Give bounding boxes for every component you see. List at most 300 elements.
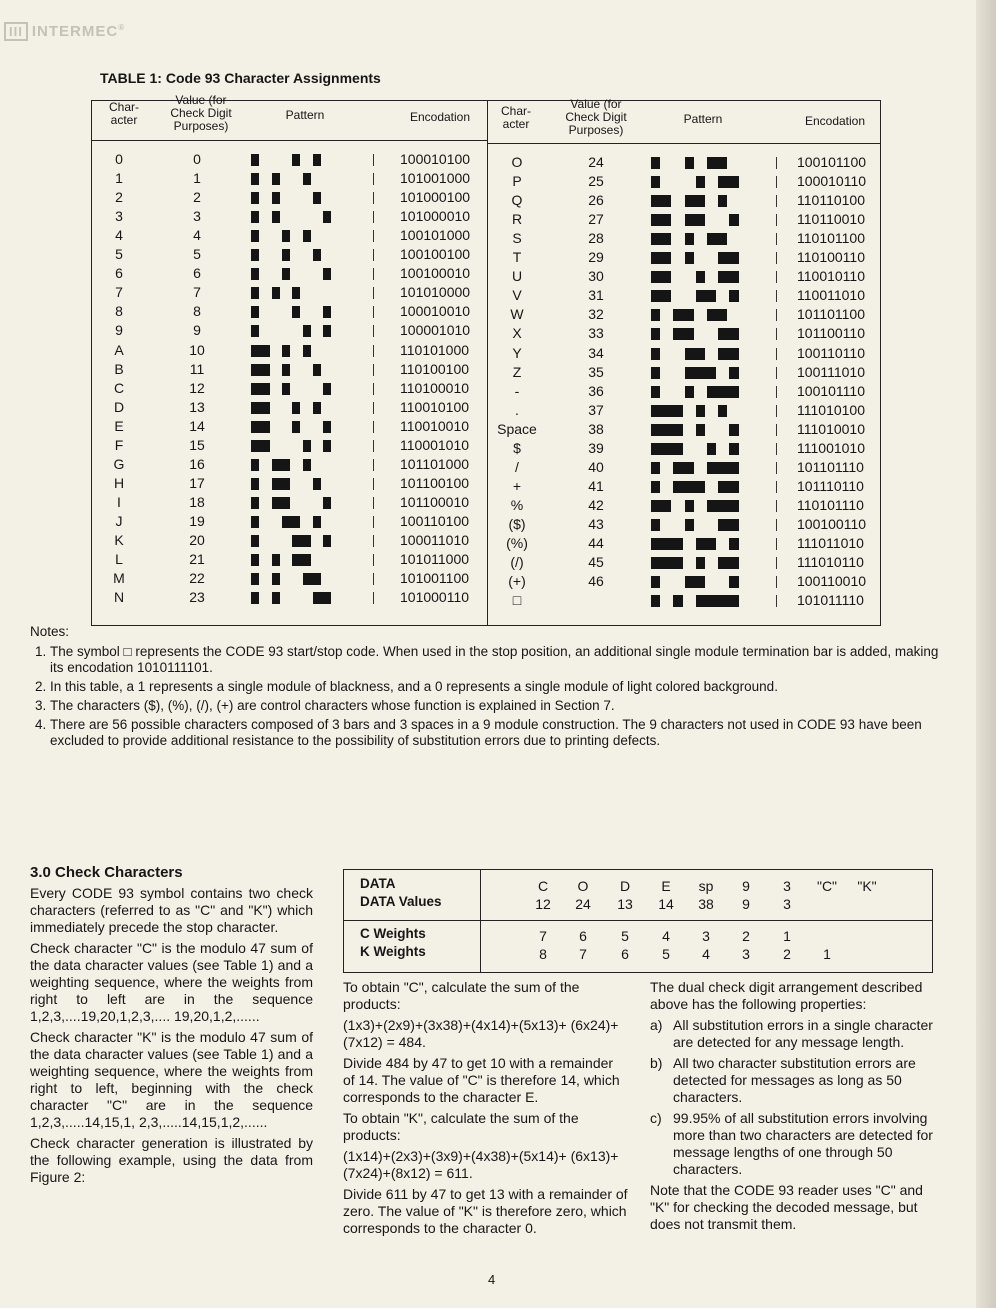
table-pattern bbox=[651, 538, 752, 550]
pattern-bar bbox=[685, 367, 717, 379]
table-encodation: 110011010 bbox=[797, 287, 865, 304]
table-value: 23 bbox=[189, 589, 205, 606]
calc-data-value: "C" bbox=[816, 878, 838, 894]
pattern-bar bbox=[303, 459, 311, 471]
pattern-bar bbox=[651, 176, 660, 188]
table-value: 40 bbox=[588, 458, 604, 475]
table-pattern bbox=[651, 328, 752, 340]
pattern-bar bbox=[303, 173, 311, 185]
table-character: B bbox=[114, 360, 124, 377]
pattern-bar bbox=[272, 573, 280, 585]
table-value: 31 bbox=[588, 287, 604, 304]
calc-c-weights-value: 7 bbox=[539, 928, 547, 944]
pattern-bar bbox=[323, 211, 331, 223]
table-character: T bbox=[512, 249, 522, 266]
table-pattern bbox=[251, 192, 344, 204]
table-pattern bbox=[251, 402, 344, 414]
table-value: 0 bbox=[193, 151, 201, 167]
table-encodation: 100110110 bbox=[797, 344, 865, 361]
pattern-bar bbox=[651, 157, 660, 169]
table-character: H bbox=[113, 474, 125, 491]
pattern-bar bbox=[251, 325, 259, 337]
pattern-tick bbox=[373, 592, 374, 604]
intermec-logo bbox=[4, 22, 125, 41]
calc-k-weights-value: 4 bbox=[702, 946, 710, 962]
pattern-tick bbox=[373, 192, 374, 204]
paragraph: Divide 484 by 47 to get 10 with a remainder of 14. The value of "C" is therefore 14, which corresponds to the character E. bbox=[343, 1055, 620, 1105]
pattern-bar bbox=[685, 195, 705, 207]
paragraph: To obtain "K", calculate the sum of the products: bbox=[343, 1110, 579, 1143]
pattern-bar bbox=[251, 306, 259, 318]
pattern-bar bbox=[303, 573, 322, 585]
pattern-bar bbox=[696, 557, 705, 569]
table-encodation: 101000100 bbox=[400, 189, 471, 206]
table-character: 8 bbox=[115, 303, 123, 320]
table-value: 15 bbox=[189, 436, 205, 453]
pattern-bar bbox=[251, 459, 259, 471]
paragraph: (1x14)+(2x3)+(3x9)+(4x38)+(5x14)+ (6x13)+(7x24)+(8x12) = 611. bbox=[343, 1148, 619, 1181]
table-character: N bbox=[113, 589, 125, 606]
pattern-bar bbox=[651, 519, 660, 531]
calc-data-value: O bbox=[577, 878, 589, 894]
table-encodation: 111011010 bbox=[797, 535, 864, 551]
paragraph: Divide 611 by 47 to get 13 with a remainder of zero. The value of "K" is therefore zero, which corresponds to the character 0. bbox=[343, 1186, 628, 1236]
label-data-values: DATA Values bbox=[360, 894, 442, 909]
note-item: 4. There are 56 possible characters composed of 3 bars and 3 spaces in a 9 module construction. The 9 characters not used in CODE 93 have been excluded to provide additional resistance to the possibility of substitution errors due to printing defects. bbox=[50, 717, 940, 749]
pattern-bar bbox=[251, 364, 270, 376]
table-encodation: 111010100 bbox=[797, 401, 865, 418]
pattern-bar bbox=[272, 287, 280, 299]
pattern-bar bbox=[251, 402, 270, 414]
table-encodation: 100011010 bbox=[400, 532, 470, 548]
table-value: 11 bbox=[189, 360, 205, 377]
pattern-tick bbox=[373, 535, 374, 547]
table-character: Z bbox=[512, 363, 522, 380]
table-pattern bbox=[651, 271, 752, 283]
calculation-text bbox=[343, 979, 628, 1241]
table-character: 6 bbox=[115, 265, 123, 282]
table-value: 37 bbox=[588, 401, 604, 418]
properties-text bbox=[650, 979, 935, 1237]
pattern-tick bbox=[776, 462, 777, 474]
pattern-tick bbox=[776, 519, 777, 531]
table-encodation: 100101100 bbox=[797, 154, 867, 170]
table-encodation: 111010110 bbox=[797, 554, 864, 571]
pattern-bar bbox=[313, 478, 321, 490]
pattern-bar bbox=[272, 478, 291, 490]
table-value: 17 bbox=[189, 474, 205, 491]
header-pattern: Pattern bbox=[285, 108, 325, 122]
table-pattern bbox=[251, 573, 344, 585]
table-value: 20 bbox=[189, 532, 205, 548]
pattern-tick bbox=[373, 478, 374, 490]
pattern-bar bbox=[707, 309, 727, 321]
table-character: (/) bbox=[510, 554, 524, 571]
pattern-bar bbox=[282, 364, 290, 376]
pattern-bar bbox=[651, 309, 660, 321]
calc-data-value: 9 bbox=[742, 878, 750, 894]
table-encodation: 101100100 bbox=[400, 474, 470, 491]
pattern-bar bbox=[282, 345, 290, 357]
table-encodation: 100001010 bbox=[400, 322, 471, 339]
table-character: $ bbox=[513, 439, 521, 456]
pattern-tick bbox=[373, 287, 374, 299]
table-character: C bbox=[113, 379, 125, 396]
calc-table-divider bbox=[480, 869, 481, 973]
table-character: Q bbox=[511, 192, 523, 209]
table-pattern bbox=[651, 519, 752, 531]
pattern-bar bbox=[323, 497, 331, 509]
pattern-bar bbox=[696, 538, 716, 550]
notes-title: Notes: bbox=[30, 624, 70, 639]
pattern-tick bbox=[776, 233, 777, 245]
calc-data-value: D bbox=[619, 878, 631, 894]
pattern-bar bbox=[651, 386, 660, 398]
table-encodation: 110101100 bbox=[797, 230, 865, 247]
item-marker: b) bbox=[650, 1055, 663, 1071]
pattern-bar bbox=[696, 405, 705, 417]
table-pattern bbox=[251, 592, 344, 604]
pattern-bar bbox=[323, 325, 331, 337]
label-c-weights: C Weights bbox=[360, 926, 426, 941]
pattern-bar bbox=[696, 176, 705, 188]
table-character: / bbox=[515, 458, 519, 475]
pattern-bar bbox=[685, 157, 694, 169]
property-item bbox=[650, 1017, 935, 1051]
table-encodation: 110010010 bbox=[400, 417, 470, 434]
calc-k-weights-value: 2 bbox=[783, 946, 791, 962]
table-value: 25 bbox=[588, 173, 604, 190]
calc-k-weights-value: 7 bbox=[579, 946, 587, 962]
pattern-tick bbox=[776, 290, 777, 302]
pattern-tick bbox=[373, 249, 374, 261]
table-pattern bbox=[251, 154, 344, 166]
pattern-tick bbox=[373, 173, 374, 185]
section-heading: 3.0 Check Characters bbox=[30, 864, 183, 881]
table-encodation: 110110100 bbox=[797, 192, 865, 209]
table-pattern bbox=[251, 554, 344, 566]
table-encodation: 101000110 bbox=[400, 589, 470, 606]
pattern-tick bbox=[776, 157, 777, 169]
pattern-tick bbox=[776, 252, 777, 264]
table-value: 30 bbox=[588, 268, 604, 285]
pattern-tick bbox=[776, 576, 777, 588]
table-pattern bbox=[251, 516, 344, 528]
table-value: 7 bbox=[193, 284, 201, 301]
table-encodation: 110100110 bbox=[797, 249, 865, 266]
table-character: □ bbox=[512, 592, 522, 609]
paragraph: Every CODE 93 symbol contains two check characters (referred to as "C" and "K") which immediately precede the stop character. bbox=[30, 885, 313, 935]
table-encodation: 101101110 bbox=[797, 458, 864, 475]
note-item: 3. The characters ($), (%), (/), (+) are control characters whose function is explained in Section 7. bbox=[50, 698, 940, 714]
pattern-bar bbox=[707, 386, 739, 398]
table-pattern bbox=[251, 421, 344, 433]
table-pattern bbox=[651, 176, 752, 188]
pattern-bar bbox=[685, 576, 705, 588]
table-character: K bbox=[114, 532, 124, 548]
table-character: - bbox=[514, 382, 520, 399]
pattern-bar bbox=[282, 516, 301, 528]
item-marker: a) bbox=[650, 1017, 663, 1033]
pattern-bar bbox=[651, 538, 683, 550]
notes-list bbox=[30, 644, 940, 749]
paragraph: Note that the CODE 93 reader uses "C" and "K" for checking the decoded message, but does not transmit them. bbox=[650, 1182, 923, 1232]
pattern-bar bbox=[651, 271, 671, 283]
table-value: 5 bbox=[193, 246, 201, 263]
pattern-bar bbox=[272, 497, 291, 509]
table-encodation: 111010010 bbox=[797, 420, 865, 437]
pattern-bar bbox=[251, 287, 259, 299]
table-pattern bbox=[651, 576, 752, 588]
pattern-bar bbox=[251, 592, 259, 604]
table-value: 13 bbox=[189, 398, 205, 415]
pattern-tick bbox=[373, 421, 374, 433]
table-value: 27 bbox=[588, 211, 604, 228]
pattern-bar bbox=[251, 535, 259, 547]
calc-c-weights-value: 6 bbox=[579, 928, 587, 944]
table-value: 45 bbox=[588, 554, 604, 571]
pattern-bar bbox=[707, 233, 727, 245]
pattern-bar bbox=[313, 516, 321, 528]
pattern-bar bbox=[673, 328, 693, 340]
table-character: Space bbox=[497, 420, 537, 437]
table-encodation: 101100010 bbox=[400, 493, 470, 510]
table-value: 22 bbox=[189, 570, 205, 587]
header-value: Value (for Check Digit Purposes) bbox=[170, 93, 232, 133]
pattern-tick bbox=[373, 211, 374, 223]
pattern-tick bbox=[373, 154, 374, 166]
table-character: . bbox=[515, 401, 519, 418]
table-value: 36 bbox=[588, 382, 604, 399]
paragraph: To obtain "C", calculate the sum of the products: bbox=[343, 979, 580, 1012]
pattern-bar bbox=[685, 214, 705, 226]
pattern-bar bbox=[251, 516, 259, 528]
pattern-bar bbox=[651, 500, 671, 512]
pattern-tick bbox=[776, 195, 777, 207]
header-pattern: Pattern bbox=[683, 112, 723, 126]
pattern-bar bbox=[696, 290, 716, 302]
table-encodation: 110101110 bbox=[797, 496, 864, 513]
header-character: Char- acter bbox=[108, 100, 139, 127]
table-character: 0 bbox=[115, 151, 123, 167]
table-character: 7 bbox=[115, 284, 123, 301]
pattern-bar bbox=[696, 424, 705, 436]
pattern-bar bbox=[651, 348, 660, 360]
pattern-bar bbox=[251, 154, 259, 166]
table-pattern bbox=[651, 386, 752, 398]
pattern-bar bbox=[718, 519, 738, 531]
table-value: 34 bbox=[588, 344, 604, 361]
pattern-bar bbox=[292, 554, 311, 566]
pattern-bar bbox=[651, 405, 683, 417]
table-encodation: 101011110 bbox=[797, 592, 864, 609]
pattern-bar bbox=[729, 290, 738, 302]
properties-list bbox=[650, 1017, 935, 1178]
table-pattern bbox=[651, 214, 752, 226]
pattern-bar bbox=[685, 500, 694, 512]
pattern-bar bbox=[729, 538, 738, 550]
pattern-bar bbox=[651, 214, 671, 226]
pattern-tick bbox=[776, 405, 777, 417]
table-character: O bbox=[511, 154, 523, 170]
table-pattern bbox=[651, 595, 752, 607]
pattern-bar bbox=[272, 173, 280, 185]
table-value: 16 bbox=[189, 455, 205, 472]
pattern-bar bbox=[251, 383, 270, 395]
table-value: 3 bbox=[193, 208, 201, 225]
table-pattern bbox=[251, 287, 344, 299]
pattern-tick bbox=[373, 364, 374, 376]
table-encodation: 110010110 bbox=[797, 268, 865, 285]
table-value: 46 bbox=[588, 573, 604, 590]
table-character: F bbox=[114, 436, 124, 453]
table-character: U bbox=[511, 268, 523, 285]
table-encodation: 111001010 bbox=[797, 439, 865, 456]
pattern-bar bbox=[292, 287, 300, 299]
pattern-bar bbox=[292, 154, 300, 166]
table-title: TABLE 1: Code 93 Character Assignments bbox=[100, 70, 381, 86]
table-encodation: 101001000 bbox=[400, 170, 471, 187]
pattern-bar bbox=[673, 481, 705, 493]
pattern-bar bbox=[251, 573, 259, 585]
pattern-bar bbox=[313, 364, 321, 376]
calc-data-value: E bbox=[661, 878, 671, 894]
table-encodation: 100100010 bbox=[400, 265, 471, 282]
table-pattern bbox=[651, 500, 752, 512]
table-pattern bbox=[251, 230, 344, 242]
table-pattern bbox=[251, 478, 344, 490]
pattern-bar bbox=[651, 290, 671, 302]
table-value: 19 bbox=[189, 512, 205, 529]
pattern-bar bbox=[718, 328, 738, 340]
table-pattern bbox=[251, 249, 344, 261]
table-value: 28 bbox=[588, 230, 604, 247]
table-pattern bbox=[251, 211, 344, 223]
pattern-tick bbox=[776, 328, 777, 340]
pattern-bar bbox=[707, 500, 739, 512]
table-pattern bbox=[651, 252, 752, 264]
pattern-bar bbox=[729, 367, 738, 379]
table-encodation: 101010000 bbox=[400, 284, 471, 301]
table-encodation: 101011000 bbox=[400, 551, 470, 568]
pattern-bar bbox=[251, 173, 259, 185]
pattern-bar bbox=[718, 271, 738, 283]
pattern-bar bbox=[251, 230, 259, 242]
table-encodation: 100010110 bbox=[797, 173, 867, 190]
logo-badge: III bbox=[4, 22, 28, 41]
table-pattern bbox=[651, 290, 752, 302]
table-character: 9 bbox=[115, 322, 123, 339]
table-value: 35 bbox=[588, 363, 604, 380]
paragraph: Check character "K" is the modulo 47 sum of the data character values (see Table 1) and a weighting sequence, where the weights from right to left, beginning with the check character "C" are in the sequence 1,2,3,.....14,15,1, 2,3,.....14,15,1,2,...... bbox=[30, 1029, 313, 1130]
pattern-bar bbox=[282, 383, 290, 395]
table-encodation: 100101110 bbox=[797, 382, 865, 399]
table-value: 38 bbox=[588, 420, 604, 437]
pattern-tick bbox=[373, 325, 374, 337]
pattern-bar bbox=[718, 405, 727, 417]
calc-c-weights-value: 5 bbox=[621, 928, 629, 944]
table-pattern bbox=[251, 497, 344, 509]
calc-k-weights-value: 8 bbox=[539, 946, 547, 962]
item-text: All substitution errors in a single character are detected for any message length. bbox=[673, 1017, 933, 1050]
table-character: G bbox=[113, 455, 125, 472]
pattern-bar bbox=[651, 462, 660, 474]
calc-c-weights-value: 2 bbox=[742, 928, 750, 944]
pattern-tick bbox=[373, 345, 374, 357]
pattern-tick bbox=[373, 268, 374, 280]
table-value: 26 bbox=[588, 192, 604, 209]
table-character: 2 bbox=[115, 189, 123, 206]
pattern-bar bbox=[696, 271, 705, 283]
pattern-tick bbox=[373, 573, 374, 585]
table-value: 14 bbox=[189, 417, 205, 434]
calc-data-value: C bbox=[537, 878, 549, 894]
table-encodation: 110001010 bbox=[400, 436, 470, 453]
table-character: E bbox=[114, 417, 124, 434]
calc-data-value: "K" bbox=[857, 878, 877, 894]
pattern-bar bbox=[685, 233, 694, 245]
table-value: 42 bbox=[588, 496, 604, 513]
pattern-tick bbox=[373, 383, 374, 395]
calc-data-values-value: 9 bbox=[742, 896, 750, 912]
table-character: % bbox=[510, 496, 524, 513]
pattern-bar bbox=[651, 595, 660, 607]
note-item: 2. In this table, a 1 represents a single module of blackness, and a 0 represents a single module of light colored background. bbox=[50, 679, 940, 695]
table-value: 12 bbox=[189, 379, 205, 396]
pattern-bar bbox=[251, 211, 259, 223]
table-value: 43 bbox=[588, 515, 604, 532]
paragraph: (1x3)+(2x9)+(3x38)+(4x14)+(5x13)+ (6x24)+(7x12) = 484. bbox=[343, 1017, 619, 1050]
table-character: P bbox=[512, 173, 522, 190]
pattern-tick bbox=[776, 348, 777, 360]
paragraph: Check character generation is illustrated by the following example, using the data from Figure 2: bbox=[30, 1135, 313, 1185]
pattern-bar bbox=[651, 367, 660, 379]
table-character: V bbox=[512, 287, 522, 304]
pattern-bar bbox=[323, 421, 331, 433]
pattern-tick bbox=[373, 440, 374, 452]
pattern-bar bbox=[282, 268, 290, 280]
pattern-bar bbox=[651, 443, 683, 455]
pattern-tick bbox=[776, 481, 777, 493]
table-encodation: 110100010 bbox=[400, 379, 470, 396]
pattern-tick bbox=[776, 309, 777, 321]
item-text: 99.95% of all substitution errors involving more than two characters are detected for message lengths of one through 50 characters. bbox=[673, 1110, 933, 1177]
calc-data-value: sp bbox=[698, 878, 714, 894]
calc-data-values-value: 13 bbox=[617, 896, 633, 912]
pattern-bar bbox=[292, 421, 300, 433]
table-pattern bbox=[251, 535, 344, 547]
table-character: M bbox=[113, 570, 125, 587]
calc-data-value: 3 bbox=[783, 878, 791, 894]
pattern-tick bbox=[373, 554, 374, 566]
table-pattern bbox=[651, 462, 752, 474]
table-pattern bbox=[651, 405, 752, 417]
pattern-bar bbox=[251, 421, 270, 433]
table-encodation: 100111010 bbox=[797, 363, 865, 380]
pattern-bar bbox=[685, 252, 694, 264]
table-character: (+) bbox=[508, 573, 526, 590]
header-character: Char- acter bbox=[500, 104, 531, 131]
header-encodation: Encodation bbox=[804, 114, 866, 128]
table-character: I bbox=[117, 493, 121, 510]
pattern-bar bbox=[729, 214, 738, 226]
pattern-tick bbox=[776, 271, 777, 283]
pattern-bar bbox=[303, 325, 311, 337]
table-character: 3 bbox=[115, 208, 123, 225]
pattern-bar bbox=[272, 554, 280, 566]
pattern-tick bbox=[373, 306, 374, 318]
table-pattern bbox=[651, 309, 752, 321]
